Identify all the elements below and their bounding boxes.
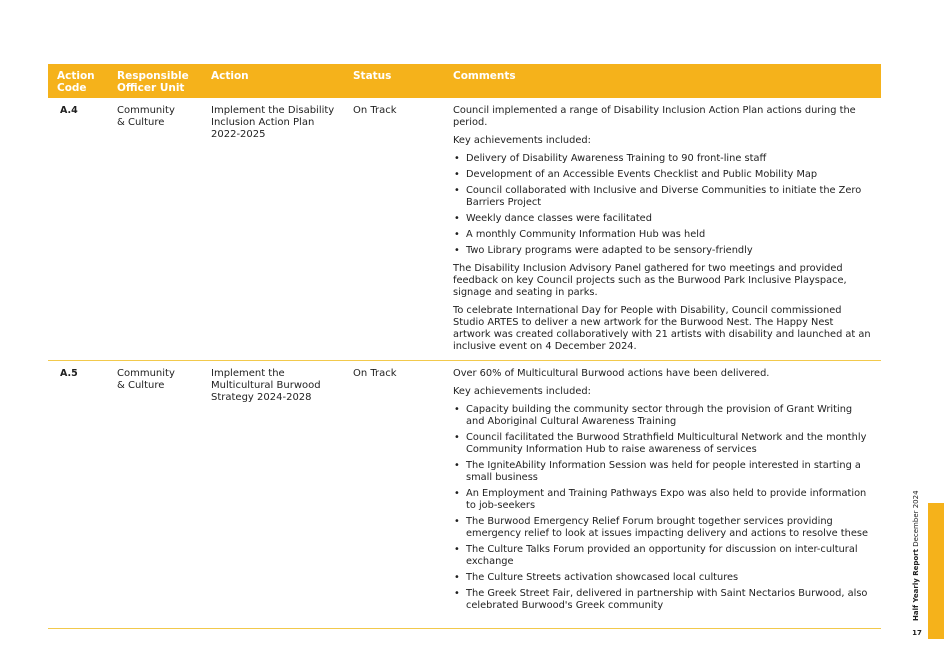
- list-item: • Capacity building the community sector through the provision of Grant Writing and Aboriginal Cultural Awareness Training: [453, 404, 873, 428]
- achievements-list: [453, 404, 873, 612]
- action-code: A.4: [48, 98, 108, 361]
- status-text: On Track: [344, 98, 444, 361]
- action-code: A.5: [48, 361, 108, 629]
- list-item: • An Employment and Training Pathways Expo was also held to provide information to job-seekers: [453, 488, 873, 512]
- comment-paragraph: The Disability Inclusion Advisory Panel gathered for two meetings and provided feedback on key Council projects such as the Burwood Park Inclusive Playspace, signage and seating in parks.: [453, 263, 847, 298]
- side-tab-accent: [928, 503, 944, 639]
- header-comments: [444, 64, 881, 98]
- comments-cell: [444, 98, 881, 361]
- comment-lead: Key achievements included:: [453, 386, 591, 397]
- header-status: [344, 64, 444, 98]
- list-item: • Development of an Accessible Events Checklist and Public Mobility Map: [453, 169, 873, 181]
- comment-intro: Over 60% of Multicultural Burwood actions have been delivered.: [453, 368, 770, 379]
- list-item: • The Culture Streets activation showcased local cultures: [453, 572, 873, 584]
- header-responsible-unit: [108, 64, 202, 98]
- list-item: • Two Library programs were adapted to be sensory-friendly: [453, 245, 873, 257]
- responsible-unit: Community & Culture: [108, 361, 202, 629]
- table-row: [48, 98, 881, 361]
- action-status-table: [48, 64, 881, 629]
- action-description: Implement the Disability Inclusion Action Plan 2022-2025: [202, 98, 344, 361]
- status-text: On Track: [344, 361, 444, 629]
- comment-paragraph: To celebrate International Day for People with Disability, Council commissioned Studio ARTES to deliver a new artwork for the Burwood Nest. The Happy Nest artwork was created collaboratively with 21 artists with disability and launched at an inclusive event on 4 December 2024.: [453, 305, 871, 352]
- header-action-label: Action: [211, 70, 249, 82]
- header-responsible-unit-label: Responsible Officer Unit: [117, 70, 189, 94]
- list-item: • A monthly Community Information Hub was held: [453, 229, 873, 241]
- responsible-unit: Community & Culture: [108, 98, 202, 361]
- header-comments-label: Comments: [453, 70, 516, 82]
- list-item: • The Culture Talks Forum provided an opportunity for discussion on inter-cultural exchange: [453, 544, 873, 568]
- header-action-code: [48, 64, 108, 98]
- page-number: 17: [912, 629, 922, 637]
- comment-intro: Council implemented a range of Disability Inclusion Action Plan actions during the period.: [453, 105, 856, 128]
- list-item: • Delivery of Disability Awareness Training to 90 front-line staff: [453, 153, 873, 165]
- table-header-row: [48, 64, 881, 98]
- header-status-label: Status: [353, 70, 392, 82]
- list-item: • The Greek Street Fair, delivered in partnership with Saint Nectarios Burwood, also celebrated Burwood's Greek community: [453, 588, 873, 612]
- comments-cell: [444, 361, 881, 629]
- list-item: • The Burwood Emergency Relief Forum brought together services providing emergency relief to look at issues impacting delivery and actions to resolve these: [453, 516, 873, 540]
- report-title-wrap: [910, 490, 922, 621]
- header-action: [202, 64, 344, 98]
- list-item: • Council collaborated with Inclusive and Diverse Communities to initiate the Zero Barriers Project: [453, 185, 873, 209]
- comment-lead: Key achievements included:: [453, 135, 591, 146]
- list-item: • Council facilitated the Burwood Strathfield Multicultural Network and the monthly Community Information Hub to raise awareness of services: [453, 432, 873, 456]
- achievements-list: [453, 153, 873, 257]
- report-title: Half Yearly Report: [912, 549, 920, 621]
- report-title-vertical: [910, 490, 924, 621]
- table-row: [48, 361, 881, 629]
- list-item: • The IgniteAbility Information Session was held for people interested in starting a small business: [453, 460, 873, 484]
- header-action-code-label: Action Code: [57, 70, 95, 94]
- action-description: Implement the Multicultural Burwood Strategy 2024-2028: [202, 361, 344, 629]
- list-item: • Weekly dance classes were facilitated: [453, 213, 873, 225]
- report-period: December 2024: [912, 490, 920, 547]
